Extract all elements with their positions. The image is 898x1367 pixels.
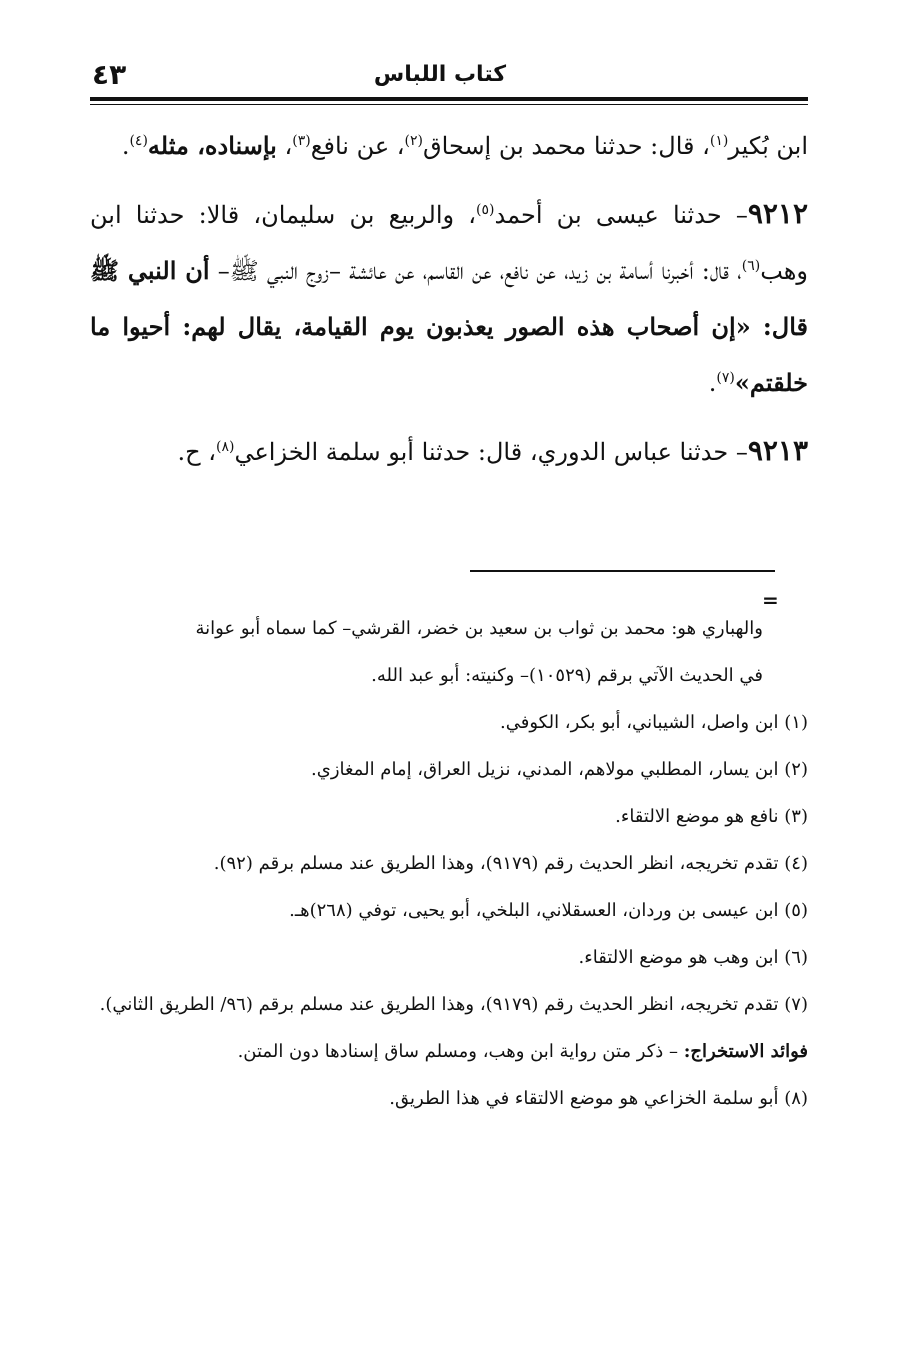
footnote-marker: (٤) [129, 133, 148, 149]
footnote-marker: (٧) [716, 370, 735, 386]
paragraph-continuation [90, 118, 808, 174]
hadith-number: ٩٢١٢ [747, 197, 808, 230]
footnote-benefits [90, 1028, 808, 1075]
text-span: ، قال: أخبرنا أسامة بن زيد، عن نافع، عن القاسم، عن عائشة –زوج النبي ﷺ– [209, 257, 742, 285]
continuation-mark: = [762, 588, 779, 612]
text-span: ، عن نافع [310, 132, 405, 160]
footnote-6: (٦) ابن وهب هو موضع الالتقاء. [578, 947, 808, 968]
footnote-7: (٧) تقدم تخريجه، انظر الحديث رقم (٩١٧٩)، وهذا الطريق عند مسلم برقم (٩٦/ الطريق الثاني). [99, 994, 808, 1015]
footnote-2: (٢) ابن يسار، المطلبي مولاهم، المدني، نزيل العراق، إمام المغازي. [311, 759, 808, 780]
page-number: ٤٣ [92, 58, 127, 91]
footnote-marker: (٨) [215, 439, 235, 455]
hadith-number: ٩٢١٣ [747, 434, 808, 467]
text-span: ، [276, 132, 293, 160]
text-span: . [708, 369, 717, 397]
footnote-5: (٥) ابن عيسى بن وردان، العسقلاني، البلخي، أبو يحيى، توفي (٢٦٨)هـ. [289, 900, 808, 921]
text-span: . [121, 132, 130, 160]
bold-text: بإسناده، مثله [147, 131, 277, 160]
text-span: ، والربيع بن سليمان، قالا: حدثنا ابن وهب [90, 201, 808, 285]
benefits-label: فوائد الاستخراج: [683, 1041, 808, 1062]
footnote-continued: والهباري هو: محمد بن ثواب بن سعيد بن خضر، القرشي– كما سماه أبو عوانة [195, 618, 763, 639]
text-span: – حدثنا عباس الدوري، قال: حدثنا أبو سلمة الخزاعي [234, 438, 748, 466]
benefits-text: – ذكر متن رواية ابن وهب، ومسلم ساق إسنادها دون المتن. [237, 1041, 684, 1062]
footnote-1: (١) ابن واصل، الشيباني، أبو بكر، الكوفي. [500, 712, 808, 733]
header-rule-thin [90, 104, 808, 105]
footnote-marker: (٣) [292, 133, 311, 149]
text-span: – حدثنا عيسى بن أحمد [494, 201, 748, 229]
text-span: ، ح. [177, 438, 216, 466]
footnote-3: (٣) نافع هو موضع الالتقاء. [615, 806, 808, 827]
footnote-separator [470, 570, 775, 572]
hadith-9212 [90, 186, 808, 411]
text-span: ، قال: حدثنا محمد بن إسحاق [423, 132, 710, 160]
footnote-marker: (١) [709, 133, 729, 149]
footnote-marker: (٥) [476, 202, 495, 218]
text-span: ابن بُكير [728, 132, 808, 160]
footnote-marker: (٢) [404, 133, 424, 149]
footnote-8: (٨) أبو سلمة الخزاعي هو موضع الالتقاء في هذا الطريق. [389, 1088, 808, 1109]
main-text [90, 118, 808, 492]
running-header-title: كتاب اللباس [373, 62, 507, 87]
hadith-9213 [90, 423, 808, 480]
footnote-4: (٤) تقدم تخريجه، انظر الحديث رقم (٩١٧٩)، وهذا الطريق عند مسلم برقم (٩٢). [213, 853, 808, 874]
footnote-marker: (٦) [741, 258, 761, 274]
header-rule-thick [90, 97, 808, 101]
footnotes [90, 605, 808, 1122]
footnote-continued: في الحديث الآتي برقم (١٠٥٢٩)– وكنيته: أبو عبد الله. [371, 665, 763, 686]
bold-text: أن النبي ﷺ قال: «إن أصحاب هذه الصور يعذبون يوم القيامة، يقال لهم: أحيوا ما خلقتم» [90, 256, 808, 397]
